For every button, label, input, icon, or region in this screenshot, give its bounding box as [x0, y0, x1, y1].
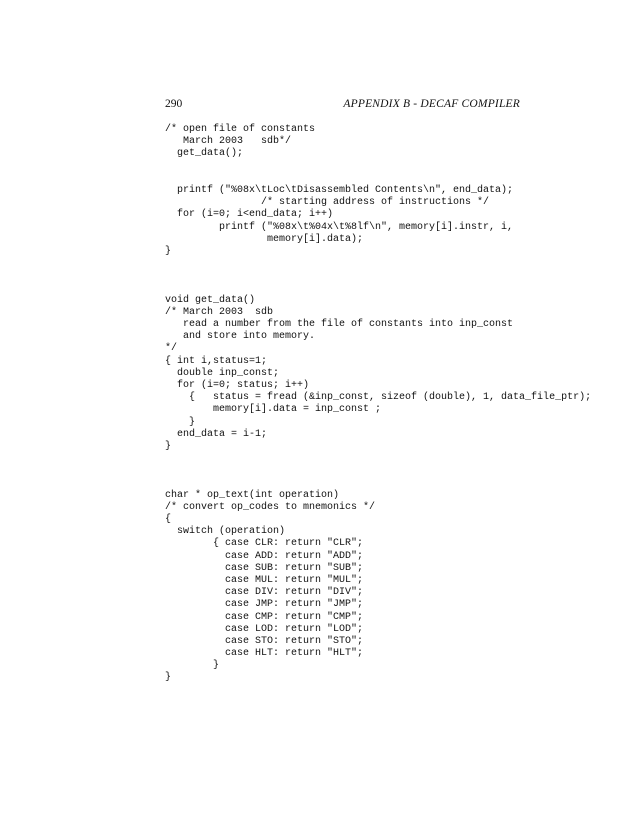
code-line: for (i=0; status; i++) [165, 379, 310, 391]
code-line: case LOD: return "LOD"; [165, 623, 364, 635]
code-line: } [165, 660, 220, 672]
code-line: case HLT: return "HLT"; [165, 648, 364, 660]
code-line: { case CLR: return "CLR"; [165, 538, 364, 550]
code-listing [165, 124, 591, 685]
code-line: switch (operation) [165, 526, 286, 538]
code-line: March 2003 sdb*/ [165, 136, 292, 148]
code-line: case MUL: return "MUL"; [165, 574, 364, 586]
code-line: } [165, 416, 196, 428]
code-line: printf ("%08x\t%04x\t%8lf\n", memory[i].instr, i, [165, 221, 514, 233]
code-line: case STO: return "STO"; [165, 635, 364, 647]
code-line: { int i,status=1; [165, 355, 268, 367]
code-line [165, 465, 591, 477]
running-title: APPENDIX B - DECAF COMPILER [343, 98, 520, 110]
code-line: case SUB: return "SUB"; [165, 562, 364, 574]
code-line: /* starting address of instructions */ [165, 197, 490, 209]
code-line: /* March 2003 sdb [165, 306, 274, 318]
code-line: get_data(); [165, 148, 244, 160]
code-line: double inp_const; [165, 367, 280, 379]
code-line: } [165, 440, 172, 452]
code-line: } [165, 672, 172, 684]
code-line: /* convert op_codes to mnemonics */ [165, 501, 376, 513]
code-line [165, 282, 591, 294]
code-line: case DIV: return "DIV"; [165, 587, 364, 599]
code-line: case CMP: return "CMP"; [165, 611, 364, 623]
code-line: read a number from the file of constants into inp_const [165, 319, 514, 330]
code-line [165, 270, 591, 282]
code-line: case JMP: return "JMP"; [165, 599, 364, 611]
code-line: */ [165, 343, 178, 355]
code-line: char * op_text(int operation) [165, 489, 340, 501]
code-line [165, 453, 591, 465]
code-line: end_data = i-1; [165, 428, 268, 440]
code-line: { [165, 514, 172, 525]
code-line [165, 477, 591, 489]
code-line [165, 173, 591, 185]
code-line: /* open file of constants [165, 124, 316, 135]
code-line: memory[i].data = inp_const ; [165, 404, 382, 416]
page-header [165, 98, 520, 114]
code-line: } [165, 245, 172, 257]
code-line [165, 258, 591, 270]
code-line: memory[i].data); [165, 233, 364, 245]
code-line: printf ("%08x\tLoc\tDisassembled Contents\n", end_data); [165, 184, 514, 196]
code-line [165, 161, 591, 173]
page-number: 290 [165, 98, 183, 110]
code-line: { status = fread (&inp_const, sizeof (double), 1, data_file_ptr); [165, 392, 592, 404]
code-line: and store into memory. [165, 331, 316, 343]
code-line: void get_data() [165, 294, 256, 306]
code-line: case ADD: return "ADD"; [165, 550, 364, 562]
code-line: for (i=0; i<end_data; i++) [165, 209, 334, 221]
